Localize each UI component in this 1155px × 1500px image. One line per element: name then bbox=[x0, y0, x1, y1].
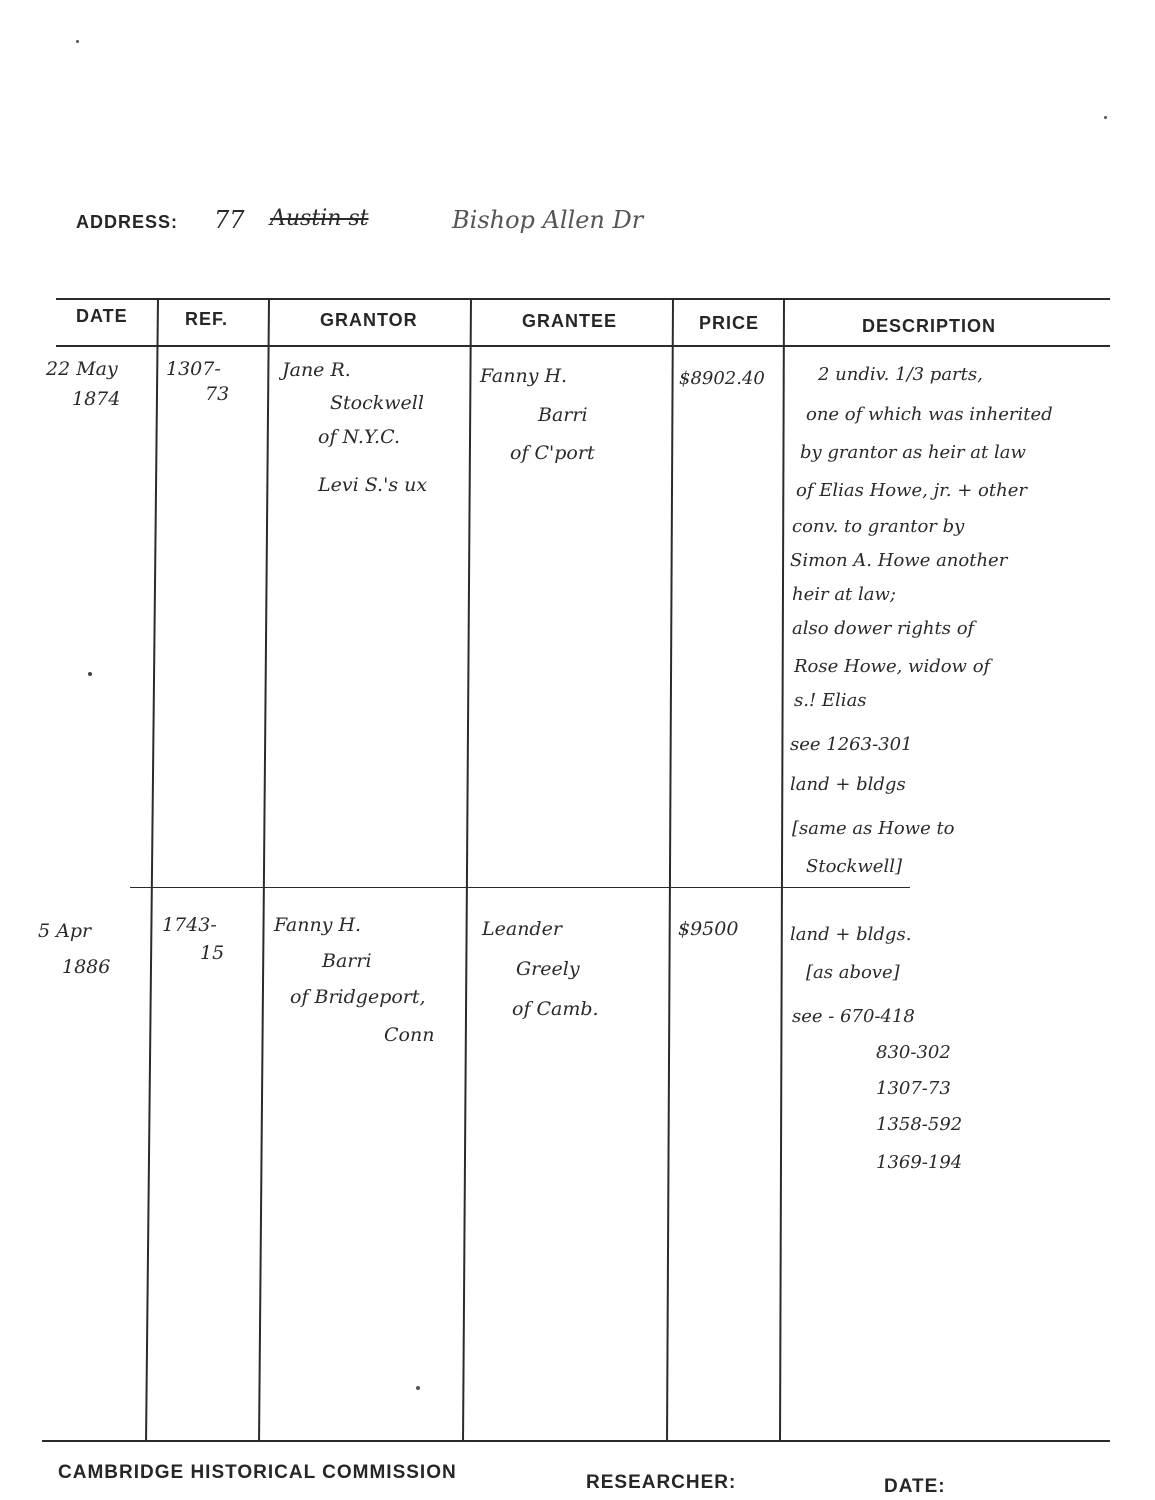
row1-desc-2: one of which was inherited bbox=[806, 404, 1053, 425]
scan-speck bbox=[76, 40, 79, 43]
scan-speck bbox=[88, 672, 92, 676]
row1-desc-7: heir at law; bbox=[792, 584, 896, 605]
row1-grantee-3: of C'port bbox=[510, 442, 595, 464]
row1-date-day: 22 May bbox=[46, 358, 118, 380]
row2-ref-book: 1743- bbox=[162, 914, 217, 936]
header-bottom-rule bbox=[56, 345, 1110, 347]
row2-desc-4: 830-302 bbox=[876, 1042, 951, 1063]
col-divider-ref bbox=[258, 298, 270, 1441]
row1-desc-12: land + bldgs bbox=[790, 774, 906, 795]
address-label: ADDRESS: bbox=[76, 212, 179, 232]
row2-desc-3: see - 670-418 bbox=[792, 1006, 915, 1027]
row2-grantee-1: Leander bbox=[482, 918, 562, 940]
col-divider-grantor bbox=[462, 298, 472, 1441]
row2-grantee-2: Greely bbox=[516, 958, 580, 980]
row2-ref-page: 15 bbox=[200, 942, 225, 964]
footer-researcher-label: RESEARCHER: bbox=[586, 1472, 737, 1493]
footer-commission: CAMBRIDGE HISTORICAL COMMISSION bbox=[58, 1462, 457, 1483]
row1-price: $8902.40 bbox=[679, 368, 765, 389]
col-divider-grantee bbox=[666, 298, 674, 1441]
row1-date-year: 1874 bbox=[72, 388, 121, 410]
row1-grantee-1: Fanny H. bbox=[480, 365, 568, 387]
row1-desc-5: conv. to grantor by bbox=[792, 516, 965, 537]
row1-desc-9: Rose Howe, widow of bbox=[794, 656, 991, 677]
row1-grantee-2: Barri bbox=[538, 404, 588, 426]
header-grantee: GRANTEE bbox=[522, 311, 618, 331]
row1-desc-8: also dower rights of bbox=[792, 618, 975, 639]
row1-grantor-4: Levi S.'s ux bbox=[318, 474, 428, 496]
row1-desc-11: see 1263-301 bbox=[790, 734, 913, 755]
header-grantor: GRANTOR bbox=[320, 310, 418, 330]
row1-desc-1: 2 undiv. 1/3 parts, bbox=[818, 364, 983, 385]
row2-desc-5: 1307-73 bbox=[876, 1078, 951, 1099]
row2-grantor-4: Conn bbox=[384, 1024, 435, 1046]
row1-ref-book: 1307- bbox=[166, 358, 221, 380]
header-date: DATE bbox=[76, 306, 128, 326]
scan-speck bbox=[416, 1386, 420, 1390]
row2-price: $9500 bbox=[678, 918, 739, 940]
table-top-rule bbox=[56, 298, 1110, 300]
scan-speck bbox=[1104, 116, 1107, 119]
row1-desc-6: Simon A. Howe another bbox=[790, 550, 1008, 571]
header-ref: REF. bbox=[185, 309, 229, 329]
row1-desc-3: by grantor as heir at law bbox=[800, 442, 1026, 463]
row1-grantor-1: Jane R. bbox=[282, 359, 351, 381]
row2-grantee-3: of Camb. bbox=[512, 998, 599, 1020]
row1-grantor-2: Stockwell bbox=[330, 392, 424, 414]
row2-date-year: 1886 bbox=[62, 956, 111, 978]
row1-ref-page: 73 bbox=[205, 383, 230, 405]
footer-date-label: DATE: bbox=[884, 1476, 946, 1497]
address-number: 77 bbox=[214, 206, 245, 234]
row1-desc-14: Stockwell] bbox=[806, 856, 902, 877]
col-divider-date bbox=[145, 298, 159, 1441]
row2-grantor-3: of Bridgeport, bbox=[290, 986, 426, 1008]
table-bottom-rule bbox=[42, 1440, 1110, 1442]
row1-grantor-3: of N.Y.C. bbox=[318, 426, 400, 448]
row2-desc-2: [as above] bbox=[806, 962, 900, 983]
header-description: DESCRIPTION bbox=[862, 316, 997, 336]
header-price: PRICE bbox=[699, 313, 760, 333]
row2-desc-1: land + bldgs. bbox=[790, 924, 912, 945]
row-divider bbox=[130, 887, 910, 888]
row1-desc-13: [same as Howe to bbox=[792, 818, 955, 839]
col-divider-price bbox=[779, 298, 785, 1441]
address-struck-street: Austin st bbox=[270, 206, 369, 231]
row2-date-day: 5 Apr bbox=[38, 920, 92, 942]
row1-desc-10: s.! Elias bbox=[794, 690, 867, 711]
row2-grantor-2: Barri bbox=[322, 950, 372, 972]
row2-desc-7: 1369-194 bbox=[876, 1152, 963, 1173]
row2-grantor-1: Fanny H. bbox=[274, 914, 362, 936]
row2-desc-6: 1358-592 bbox=[876, 1114, 963, 1135]
row1-desc-4: of Elias Howe, jr. + other bbox=[796, 480, 1027, 501]
address-new-street: Bishop Allen Dr bbox=[452, 206, 644, 234]
